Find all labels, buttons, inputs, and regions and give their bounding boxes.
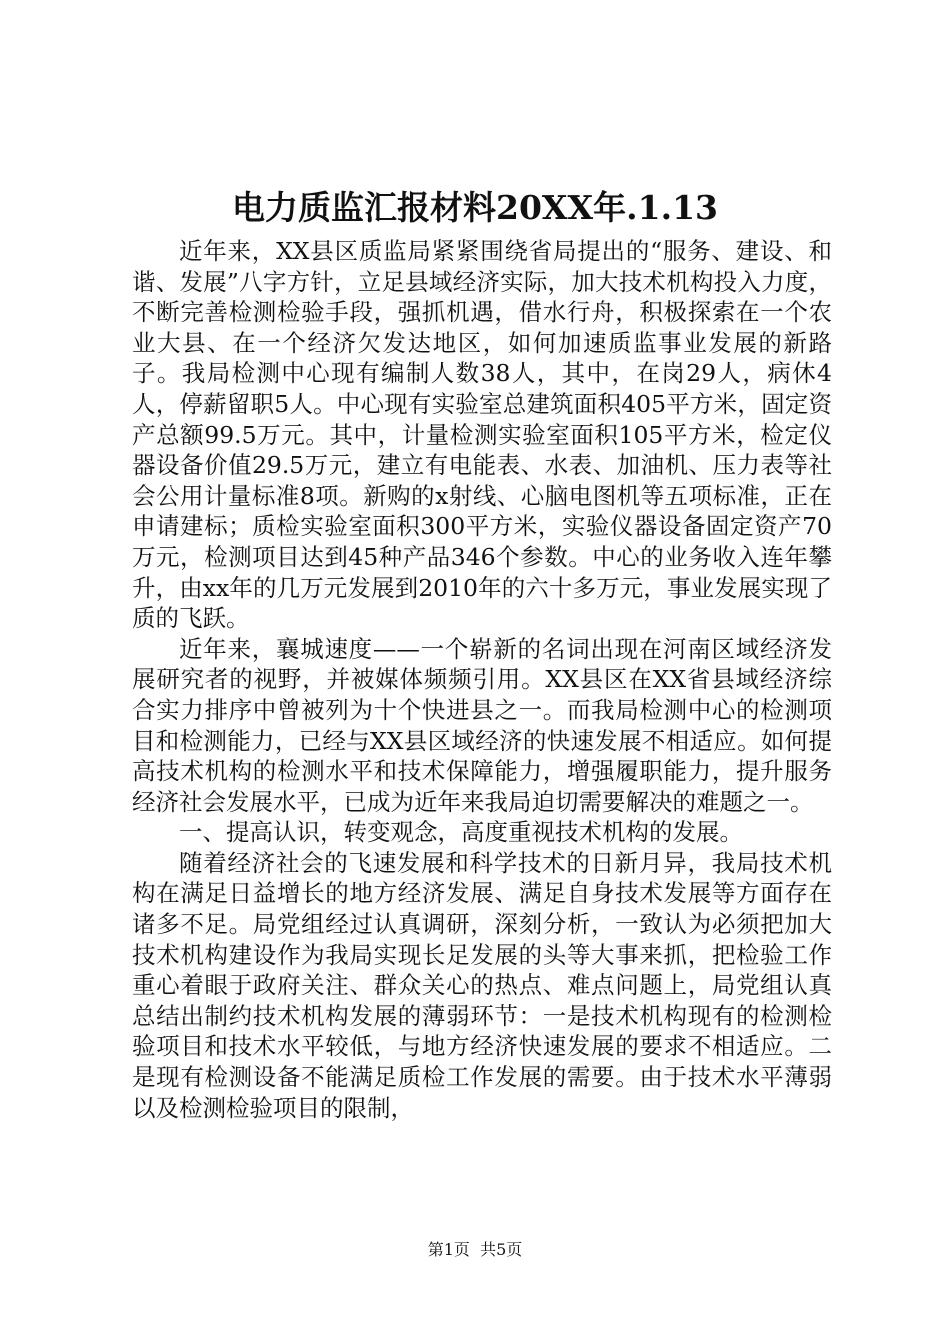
paragraph-2: 近年来，襄城速度——一个崭新的名词出现在河南区域经济发展研究者的视野，并被媒体频频引用。XX县区在XX省县域经济综合实力排序中曾被列为十个快进县之一。而我局检测中心的检测项目和检测能力，已经与XX县区域经济的快速发展不相适应。如何提高技术机构的检测水平和技术保障能力，增强履职能力，提升服务经济社会发展水平，已成为近年来我局迫切需要解决的难题之一。 [132,634,832,816]
paragraph-1: 近年来，XX县区质监局紧紧围绕省局提出的“服务、建设、和谐、发展”八字方针，立足县域经济实际，加大技术机构投入力度，不断完善检测检验手段，强抓机遇，借水行舟，积极探索在一个农业大县、在一个经济欠发达地区，如何加速质监事业发展的新路子。我局检测中心现有编制人数38人，其中，在岗29人，病休4人，停薪留职5人。中心现有实验室总建筑面积405平方米，固定资产总额99.5万元。其中，计量检测实验室面积105平方米，检定仪器设备价值29.5万元，建立有电能表、水表、加油机、压力表等社会公用计量标准8项。新购的x射线、心脑电图机等五项标准，正在申请建标；质检实验室面积300平方米，实验仪器设备固定资产70万元，检测项目达到45种产品346个参数。中心的业务收入连年攀升，由xx年的几万元发展到2010年的六十多万元，事业发展实现了质的飞跃。 [132,237,832,633]
section-heading-1: 一、提高认识，转变观念，高度重视技术机构的发展。 [179,818,743,847]
page-total: 共5页 [480,1240,523,1259]
footer-spacer [470,1240,480,1259]
page-footer [0,1240,950,1260]
document-title: 电力质监汇报材料20XX年.1.13 [232,188,718,227]
document-body [132,236,832,1123]
page-number: 第1页 [427,1240,470,1259]
paragraph-3: 随着经济社会的飞速发展和科学技术的日新月异，我局技术机构在满足日益增长的地方经济发展、满足自身技术发展等方面存在诸多不足。局党组经过认真调研，深刻分析，一致认为必须把加大技术机构建设作为我局实现长足发展的头等大事来抓，把检验工作重心着眼于政府关注、群众关心的热点、难点问题上，局党组认真总结出制约技术机构发展的薄弱环节：一是技术机构现有的检测检验项目和技术水平较低，与地方经济快速发展的要求不相适应。二是现有检测设备不能满足质检工作发展的需要。由于技术水平薄弱以及检测检验项目的限制， [132,848,832,1122]
